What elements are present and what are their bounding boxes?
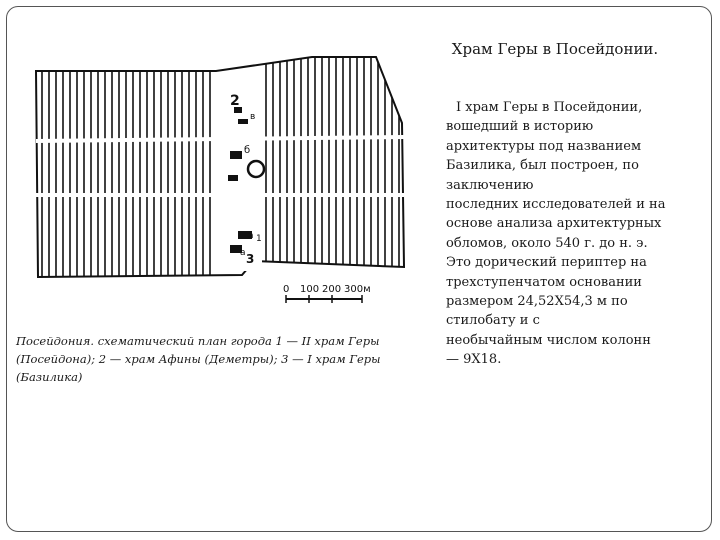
- map-label-letter: в: [250, 112, 256, 122]
- body-line: размером 24,52Х54,3 м по: [446, 294, 628, 310]
- body-text: [446, 98, 696, 370]
- body-line: обломов, около 540 г. до н. э.: [446, 235, 648, 251]
- body-line: — 9Х18.: [446, 352, 502, 368]
- map-label-hera-i: 3: [246, 252, 255, 266]
- building-block: [230, 151, 242, 159]
- city-plan-figure: [24, 55, 424, 327]
- body-lead: I храм Геры в Посейдонии,: [456, 100, 643, 115]
- scale-tick-200: 200: [322, 284, 342, 295]
- scale-bar: [283, 284, 371, 303]
- body-line: заключению: [446, 177, 534, 193]
- scale-tick-100: 100: [300, 284, 320, 295]
- map-label-hera-ii: 1: [256, 234, 262, 244]
- map-label-athena: 2: [230, 93, 240, 109]
- scale-tick-0: 0: [283, 284, 290, 295]
- body-line: последних исследователей и на: [446, 197, 666, 213]
- map-label-letter: a: [248, 231, 254, 241]
- map-caption: Посейдония. схематический план города 1 — II храм Геры (Посейдона); 2 — храм Афины (Деметры); 3 — I храм Геры (Базилика): [16, 334, 381, 384]
- body-line: Это дорический периптер на: [446, 255, 647, 271]
- body-line: необычайным числом колонн: [446, 332, 651, 348]
- body-line: трехступенчатом основании: [446, 274, 642, 290]
- forum-area: [220, 115, 252, 205]
- slide-title: Храм Геры в Посейдонии.: [451, 40, 659, 58]
- body-line: Базилика, был построен, по: [446, 158, 639, 174]
- building-block: [238, 119, 248, 124]
- scale-tick-300: 300м: [344, 284, 371, 295]
- city-plan-map: [24, 55, 424, 327]
- map-label-letter: а: [240, 248, 246, 258]
- body-line: стилобату и с: [446, 313, 540, 329]
- body-line: архитектуры под названием: [446, 138, 642, 154]
- body-line: основе анализа архитектурных: [446, 216, 662, 232]
- body-line: вошедший в историю: [446, 119, 594, 135]
- building-block: [228, 175, 238, 181]
- map-label-letter: б: [244, 145, 251, 156]
